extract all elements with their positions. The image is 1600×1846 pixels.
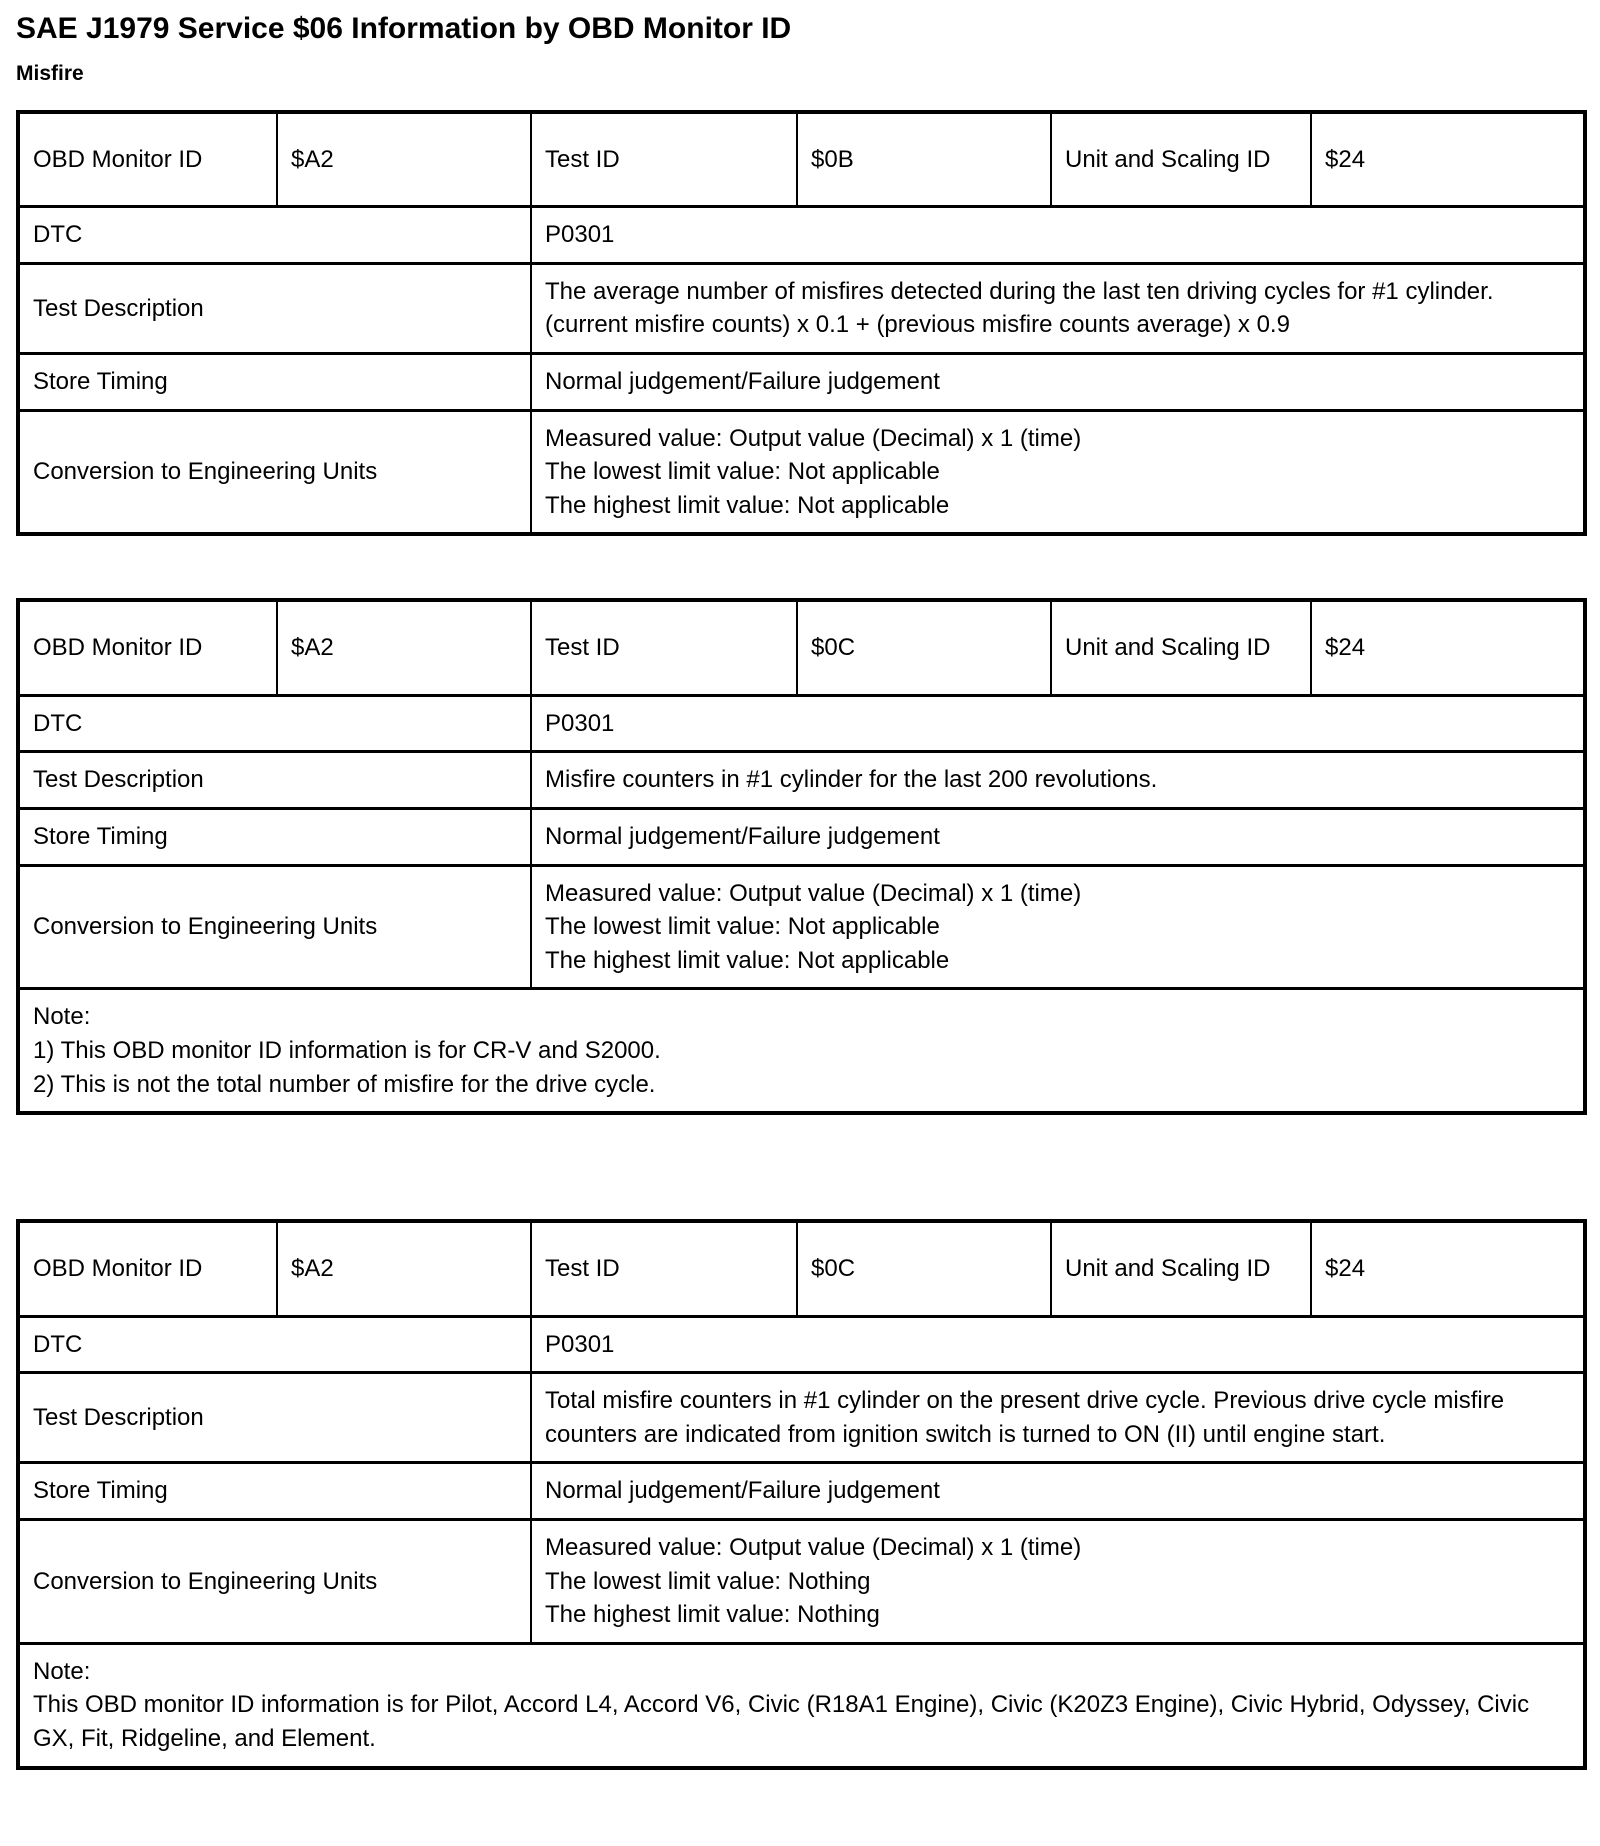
dtc-row bbox=[18, 695, 1585, 752]
store-timing-row bbox=[18, 809, 1585, 866]
store-timing-row bbox=[18, 1463, 1585, 1520]
test-id-label: Test ID bbox=[531, 1221, 797, 1316]
cell-line: The highest limit value: Not applicable bbox=[545, 491, 950, 519]
page-subtitle: Misfire bbox=[16, 61, 84, 85]
obd-monitor-id-label: OBD Monitor ID bbox=[18, 112, 277, 207]
store-timing-value bbox=[531, 353, 1585, 410]
cell-line: The lowest limit value: Nothing bbox=[545, 1567, 871, 1595]
page-title: SAE J1979 Service $06 Information by OBD Monitor ID bbox=[16, 12, 792, 45]
store-timing-value bbox=[531, 809, 1585, 866]
obd-monitor-id-value: $A2 bbox=[277, 1221, 531, 1316]
dtc-row bbox=[18, 1316, 1585, 1373]
conversion-label: Conversion to Engineering Units bbox=[18, 1520, 531, 1644]
test-description-label: Test Description bbox=[18, 752, 531, 809]
test-description-value bbox=[531, 752, 1585, 809]
dtc-label: DTC bbox=[18, 695, 531, 752]
obd-monitor-table-1 bbox=[16, 110, 1587, 537]
cell-line: Measured value: Output value (Decimal) x 1 (time) bbox=[545, 424, 1082, 452]
unit-scaling-id-value: $24 bbox=[1311, 1221, 1585, 1316]
conversion-row bbox=[18, 410, 1585, 534]
cell-line: P0301 bbox=[545, 709, 615, 737]
note-line: 2) This is not the total number of misfire for the drive cycle. bbox=[33, 1070, 656, 1098]
table-header-row bbox=[18, 1221, 1585, 1316]
cell-line: P0301 bbox=[545, 221, 615, 249]
test-id-label: Test ID bbox=[531, 600, 797, 695]
test-description-value bbox=[531, 1373, 1585, 1463]
unit-scaling-id-label: Unit and Scaling ID bbox=[1051, 112, 1311, 207]
conversion-value bbox=[531, 865, 1585, 989]
conversion-label: Conversion to Engineering Units bbox=[18, 865, 531, 989]
cell-line: Measured value: Output value (Decimal) x 1 (time) bbox=[545, 879, 1082, 907]
cell-line: The average number of misfires detected during the last ten driving cycles for #1 cylinder. bbox=[545, 277, 1494, 305]
obd-monitor-table-2 bbox=[16, 598, 1587, 1115]
unit-scaling-id-label: Unit and Scaling ID bbox=[1051, 600, 1311, 695]
test-id-value: $0C bbox=[797, 1221, 1051, 1316]
note-line: Note: bbox=[33, 1003, 91, 1031]
note-row bbox=[18, 989, 1585, 1113]
conversion-label: Conversion to Engineering Units bbox=[18, 410, 531, 534]
test-description-row bbox=[18, 263, 1585, 353]
test-description-label: Test Description bbox=[18, 263, 531, 353]
conversion-row bbox=[18, 1520, 1585, 1644]
store-timing-label: Store Timing bbox=[18, 1463, 531, 1520]
dtc-label: DTC bbox=[18, 1316, 531, 1373]
note-line: 1) This OBD monitor ID information is for CR-V and S2000. bbox=[33, 1037, 661, 1064]
table-header-row bbox=[18, 600, 1585, 695]
obd-monitor-id-label: OBD Monitor ID bbox=[18, 1221, 277, 1316]
test-description-value bbox=[531, 263, 1585, 353]
store-timing-label: Store Timing bbox=[18, 809, 531, 866]
cell-line: Normal judgement/Failure judgement bbox=[545, 367, 940, 395]
cell-line: Normal judgement/Failure judgement bbox=[545, 823, 940, 851]
cell-line: The highest limit value: Nothing bbox=[545, 1601, 880, 1629]
unit-scaling-id-label: Unit and Scaling ID bbox=[1051, 1221, 1311, 1316]
obd-monitor-table-3 bbox=[16, 1219, 1587, 1769]
dtc-value bbox=[531, 1316, 1585, 1373]
obd-monitor-id-value: $A2 bbox=[277, 600, 531, 695]
cell-line: Measured value: Output value (Decimal) x 1 (time) bbox=[545, 1534, 1082, 1562]
dtc-value bbox=[531, 207, 1585, 264]
note-line: Note: bbox=[33, 1657, 91, 1685]
dtc-row bbox=[18, 207, 1585, 264]
dtc-value bbox=[531, 695, 1585, 752]
note-cell bbox=[18, 1643, 1585, 1767]
store-timing-row bbox=[18, 353, 1585, 410]
cell-line: The lowest limit value: Not applicable bbox=[545, 458, 940, 486]
cell-line: P0301 bbox=[545, 1330, 615, 1358]
note-line: This OBD monitor ID information is for Pilot, Accord L4, Accord V6, Civic (R18A1 Engine), Civic (K20Z3 Engine), Civic Hybrid, Odyssey, Civic GX, Fit, Ridgeline, and Element. bbox=[33, 1691, 1530, 1753]
cell-line: Misfire counters in #1 cylinder for the last 200 revolutions. bbox=[545, 766, 1158, 794]
conversion-value bbox=[531, 1520, 1585, 1644]
cell-line: Total misfire counters in #1 cylinder on the present drive cycle. Previous drive cycle misfire counters are indicated from ignition switch is turned to ON (II) until engine start. bbox=[545, 1387, 1505, 1448]
obd-monitor-id-label: OBD Monitor ID bbox=[18, 600, 277, 695]
store-timing-value bbox=[531, 1463, 1585, 1520]
unit-scaling-id-value: $24 bbox=[1311, 112, 1585, 207]
unit-scaling-id-value: $24 bbox=[1311, 600, 1585, 695]
note-row bbox=[18, 1643, 1585, 1767]
cell-line: The lowest limit value: Not applicable bbox=[545, 913, 940, 941]
obd-monitor-id-value: $A2 bbox=[277, 112, 531, 207]
cell-line: Normal judgement/Failure judgement bbox=[545, 1477, 940, 1505]
test-description-row bbox=[18, 752, 1585, 809]
test-description-row bbox=[18, 1373, 1585, 1463]
test-id-value: $0B bbox=[797, 112, 1051, 207]
test-id-label: Test ID bbox=[531, 112, 797, 207]
dtc-label: DTC bbox=[18, 207, 531, 264]
cell-line: The highest limit value: Not applicable bbox=[545, 946, 950, 974]
table-header-row bbox=[18, 112, 1585, 207]
store-timing-label: Store Timing bbox=[18, 353, 531, 410]
cell-line: (current misfire counts) x 0.1 + (previous misfire counts average) x 0.9 bbox=[545, 311, 1290, 339]
test-id-value: $0C bbox=[797, 600, 1051, 695]
note-cell bbox=[18, 989, 1585, 1113]
conversion-row bbox=[18, 865, 1585, 989]
test-description-label: Test Description bbox=[18, 1373, 531, 1463]
conversion-value bbox=[531, 410, 1585, 534]
